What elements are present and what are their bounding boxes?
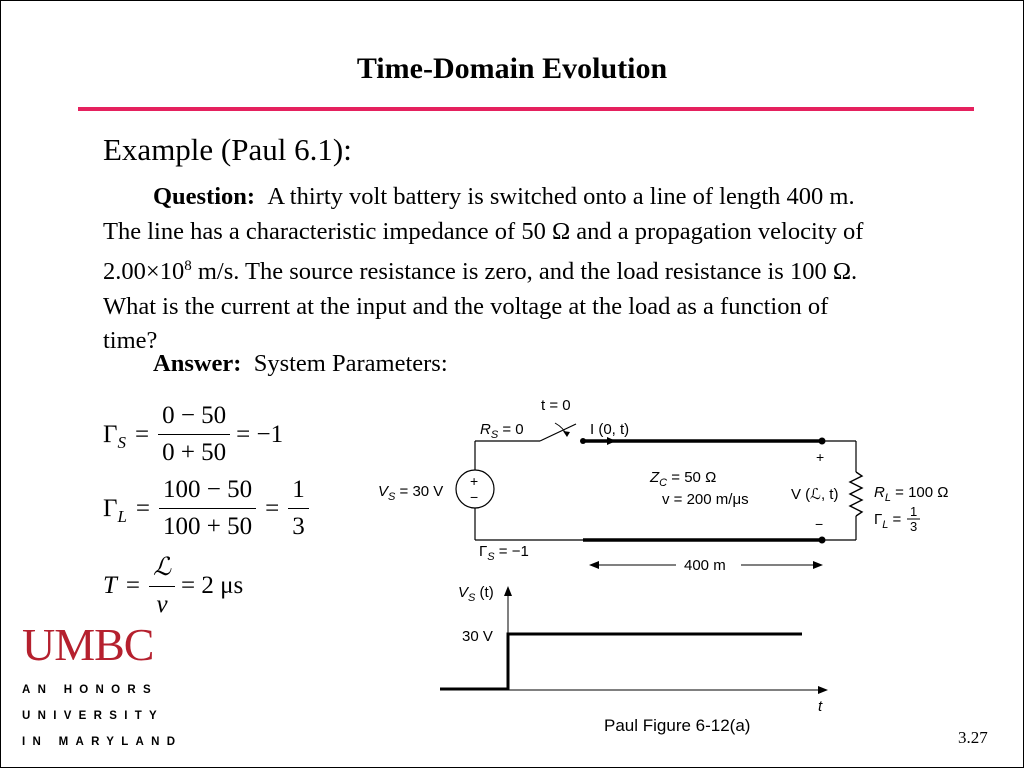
- waveform-x-label: t: [818, 698, 823, 715]
- zc-label: [649, 469, 716, 489]
- logo-line-2: UNIVERSITY: [22, 710, 165, 722]
- logo-wordmark: UMBC: [22, 619, 154, 670]
- gl-numerator: 1: [910, 504, 918, 519]
- answer-label: Answer:: [153, 350, 242, 377]
- rl-symbol: R: [874, 484, 885, 501]
- gamma-s-symbol: Γ: [103, 420, 118, 448]
- gamma-s-sub: S: [117, 432, 126, 452]
- question-line-3-exp: 8: [184, 258, 192, 274]
- gamma-l-denominator: 100 + 50: [163, 513, 253, 540]
- logo-line-3: IN MARYLAND: [22, 736, 183, 748]
- step-waveform: [440, 634, 802, 689]
- rs-label: [480, 421, 524, 441]
- zc-value: = 50 Ω: [667, 469, 717, 486]
- waveform-y-arg: (t): [475, 584, 494, 601]
- period-symbol: T: [103, 571, 117, 599]
- question-line-5: time?: [103, 327, 158, 355]
- vs-label: [378, 483, 443, 503]
- question-line-2: The line has a characteristic impedance of 50 Ω and a propagation velocity of: [103, 217, 864, 245]
- period-denominator: v: [156, 591, 168, 618]
- rs-symbol: R: [480, 421, 491, 438]
- waveform-level-label: 30 V: [462, 628, 493, 645]
- gamma-s-result: = −1: [236, 420, 284, 448]
- waveform-y-sub: S: [468, 592, 476, 604]
- load-minus: −: [815, 516, 824, 532]
- length-arrowhead-right: [813, 561, 823, 569]
- gamma-l-equals-2: =: [265, 494, 280, 522]
- source-plus: +: [470, 473, 479, 489]
- source-minus: −: [470, 489, 479, 505]
- load-resistor: [850, 472, 862, 516]
- gamma-l-circuit-label: [874, 511, 902, 531]
- gamma-s-numerator: 0 − 50: [158, 402, 230, 435]
- load-voltage-label: V (ℒ, t): [791, 486, 839, 503]
- vs-value: = 30 V: [395, 483, 444, 500]
- question-line-1: A thirty volt battery is switched onto a line of length 400 m.: [267, 183, 855, 210]
- example-heading: Example (Paul 6.1):: [103, 132, 352, 167]
- gl-sub: L: [882, 519, 889, 531]
- gamma-l-equals: =: [135, 494, 151, 522]
- gamma-s-circuit-label: [479, 543, 529, 563]
- gs-sub: S: [487, 551, 495, 563]
- rs-sub: S: [490, 429, 499, 441]
- gl-eq: =: [888, 511, 902, 528]
- waveform-x-arrow: [818, 686, 828, 694]
- gamma-l-sub: L: [117, 506, 127, 526]
- gamma-l-symbol: Γ: [103, 494, 118, 522]
- gs-value: = −1: [494, 543, 529, 560]
- gamma-l-result-denominator: 3: [292, 513, 305, 540]
- switch-blade: [540, 424, 576, 441]
- switch-arrow-head: [563, 431, 570, 437]
- slide-title: Time-Domain Evolution: [356, 52, 668, 85]
- figure-caption: Paul Figure 6-12(a): [604, 716, 751, 735]
- switch-time-label: t = 0: [541, 397, 571, 414]
- length-arrowhead-left: [589, 561, 599, 569]
- rs-value: = 0: [498, 421, 524, 438]
- vs-symbol: V: [378, 483, 389, 500]
- gl-denominator: 3: [910, 519, 918, 534]
- waveform-y-arrow: [504, 586, 512, 596]
- logo-line-1: AN HONORS: [22, 684, 158, 696]
- velocity-label: v = 200 m/μs: [662, 491, 749, 508]
- zc-symbol: Z: [650, 469, 660, 486]
- gamma-s-equals: =: [134, 420, 150, 448]
- load-plus: +: [816, 449, 825, 465]
- gamma-l-result-numerator: 1: [288, 476, 309, 509]
- question-label: Question:: [153, 183, 256, 210]
- period-numerator: ℒ: [149, 552, 175, 587]
- current-label: I (0, t): [590, 421, 630, 438]
- gamma-s-denominator: 0 + 50: [162, 439, 227, 466]
- question-line-4: What is the current at the input and the voltage at the load as a function of: [103, 292, 829, 320]
- umbc-logo: [22, 619, 183, 748]
- rl-label: [874, 484, 948, 504]
- gs-symbol: Γ: [479, 543, 488, 560]
- gl-symbol: Γ: [874, 511, 883, 528]
- waveform-y-label: [458, 584, 494, 604]
- answer-text: System Parameters:: [253, 350, 448, 377]
- rl-value: = 100 Ω: [890, 484, 949, 501]
- gamma-l-numerator: 100 − 50: [159, 476, 256, 509]
- question-line-3-pre: 2.00×10: [103, 258, 185, 286]
- vs-sub: S: [388, 491, 396, 503]
- zc-sub: C: [659, 477, 668, 489]
- period-result: = 2 μs: [181, 571, 244, 599]
- period-equals: =: [125, 571, 141, 599]
- waveform-y-symbol: V: [458, 584, 469, 601]
- question-line-3-post: m/s. The source resistance is zero, and the load resistance is 100 Ω.: [191, 258, 858, 286]
- slide-number: 3.27: [958, 728, 988, 747]
- length-label: 400 m: [684, 557, 726, 574]
- rl-sub: L: [884, 492, 891, 504]
